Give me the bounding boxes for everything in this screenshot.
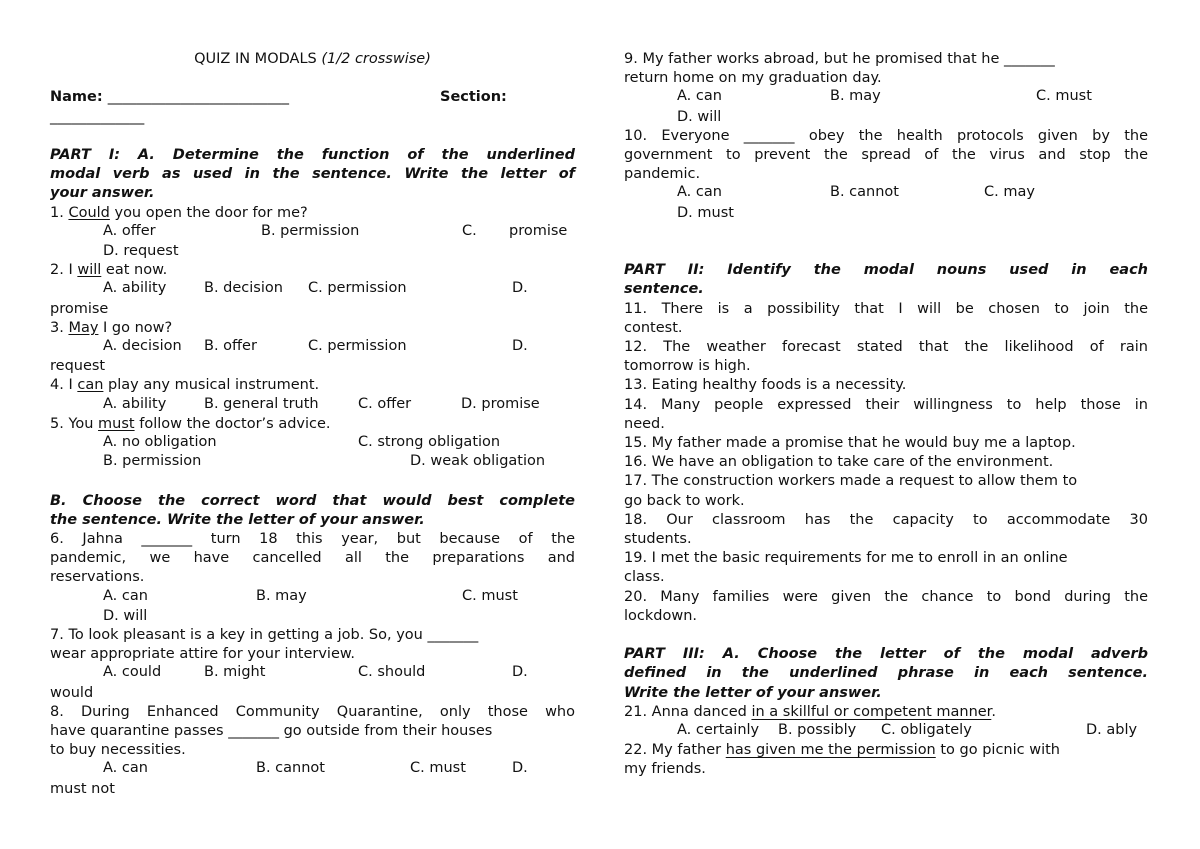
- option-c: C. permission: [308, 280, 407, 297]
- question-21: 21. Anna danced in a skillful or competent manner.: [624, 703, 996, 720]
- option-d: D. will: [103, 607, 148, 624]
- option-a: A. can: [677, 184, 722, 201]
- option-a: A. could: [103, 664, 162, 681]
- option-b: B. permission: [103, 453, 202, 470]
- option-c-text: promise: [509, 222, 568, 239]
- part2-instruction-line2: sentence.: [624, 281, 704, 298]
- option-b: B. offer: [204, 337, 257, 354]
- question-2: 2. I will eat now.: [50, 262, 168, 279]
- question-22: 22. My father has given me the permission to go picnic with: [624, 742, 1060, 759]
- option-d-text: request: [50, 358, 106, 375]
- name-label: Name:: [50, 89, 108, 106]
- question-17-line2: go back to work.: [624, 492, 745, 509]
- question-6-line2: pandemic, we have cancelled all the preparations and: [50, 550, 575, 567]
- question-18-line1: 18. Our classroom has the capacity to accommodate 30: [624, 511, 1148, 528]
- option-b: B. decision: [204, 280, 283, 297]
- option-b: B. general truth: [204, 395, 319, 412]
- option-a: A. certainly: [677, 722, 760, 739]
- option-c: C. strong obligation: [358, 433, 501, 450]
- name-section-row: [50, 88, 575, 107]
- option-a: A. ability: [103, 395, 167, 412]
- question-14-line2: need.: [624, 415, 665, 432]
- option-d: D. request: [103, 242, 179, 259]
- option-c: C. offer: [358, 395, 412, 412]
- name-blank: _________________________: [107, 89, 289, 106]
- section-blank: _____________: [50, 108, 145, 125]
- left-column: [50, 50, 575, 799]
- q2-options: [50, 280, 575, 299]
- section-label: Section:: [440, 89, 507, 106]
- title-main: QUIZ IN MODALS: [194, 51, 317, 67]
- option-a: A. can: [103, 760, 148, 777]
- underlined-modal: will: [77, 262, 102, 279]
- option-b: B. cannot: [830, 184, 899, 201]
- q4-options: [50, 396, 575, 415]
- part1b-instruction-line1: B. Choose the correct word that would best complete: [50, 492, 575, 509]
- question-8-line2: have quarantine passes _______ go outside from their houses: [50, 722, 493, 739]
- q5-options-row2: [50, 453, 575, 472]
- question-14-line1: 14. Many people expressed their willingness to help those in: [624, 396, 1148, 413]
- question-20-line2: lockdown.: [624, 607, 698, 624]
- question-10-line1: 10. Everyone _______ obey the health protocols given by the: [624, 127, 1148, 144]
- question-4: 4. I can play any musical instrument.: [50, 377, 320, 394]
- underlined-phrase: has given me the permission: [725, 742, 936, 759]
- question-12-line2: tomorrow is high.: [624, 358, 751, 375]
- question-11-line1: 11. There is a possibility that I will be chosen to join the: [624, 300, 1148, 317]
- question-1: 1. Could you open the door for me?: [50, 204, 308, 221]
- q10-options: [624, 184, 1148, 203]
- part1a-instruction-line1: PART I: A. Determine the function of the underlined: [50, 146, 575, 163]
- part2-instruction-line1: PART II: Identify the modal nouns used in each: [624, 262, 1148, 279]
- question-10-line3: pandemic.: [624, 166, 701, 183]
- q21-options: [624, 722, 1148, 741]
- underlined-phrase: in a skillful or competent manner: [751, 703, 992, 720]
- q3-options: [50, 338, 575, 357]
- question-20-line1: 20. Many families were given the chance to bond during the: [624, 588, 1148, 605]
- option-b: B. may: [256, 587, 307, 604]
- part1a-instruction-line2: modal verb as used in the sentence. Write the letter of: [50, 166, 575, 183]
- question-13: 13. Eating healthy foods is a necessity.: [624, 377, 907, 394]
- option-d: D. will: [677, 108, 722, 125]
- option-d: D.: [512, 280, 528, 297]
- option-b: B. might: [204, 664, 266, 681]
- option-c: C. obligately: [881, 722, 972, 739]
- option-b: B. cannot: [256, 760, 325, 777]
- option-d-text: would: [50, 684, 94, 701]
- question-18-line2: students.: [624, 531, 692, 548]
- q7-options: [50, 664, 575, 683]
- option-b: B. permission: [261, 222, 360, 239]
- part3-instruction-line2: defined in the underlined phrase in each sentence.: [624, 665, 1148, 682]
- question-22-line2: my friends.: [624, 761, 706, 778]
- question-8-line3: to buy necessities.: [50, 742, 186, 759]
- question-6-line1: 6. Jahna _______ turn 18 this year, but because of the: [50, 530, 575, 547]
- option-a: A. can: [677, 88, 722, 105]
- question-11-line2: contest.: [624, 319, 683, 336]
- option-d: D. weak obligation: [410, 453, 546, 470]
- part3-instruction-line1: PART III: A. Choose the letter of the modal adverb: [624, 646, 1148, 663]
- option-c: C.: [462, 222, 477, 239]
- question-7-line2: wear appropriate attire for your interview.: [50, 646, 356, 663]
- option-c: C. must: [410, 760, 466, 777]
- q8-options: [50, 760, 575, 779]
- underlined-modal: can: [77, 377, 104, 394]
- question-6-line3: reservations.: [50, 569, 145, 586]
- option-d: D.: [512, 664, 528, 681]
- option-a: A. ability: [103, 280, 167, 297]
- question-3: 3. May I go now?: [50, 319, 173, 336]
- quiz-title: [50, 50, 575, 69]
- option-d: D.: [512, 760, 528, 777]
- question-17-line1: 17. The construction workers made a request to allow them to: [624, 473, 1078, 490]
- option-b: B. may: [830, 88, 881, 105]
- question-10-line2: government to prevent the spread of the virus and stop the: [624, 147, 1148, 163]
- option-c: C. should: [358, 664, 426, 681]
- option-d-text: must not: [50, 780, 115, 797]
- underlined-modal: must: [98, 415, 135, 432]
- question-9-line1: 9. My father works abroad, but he promised that he _______: [624, 51, 1055, 67]
- question-8-line1: 8. During Enhanced Community Quarantine, only those who: [50, 703, 575, 720]
- option-c: C. must: [1036, 88, 1092, 105]
- option-d: D. promise: [461, 395, 540, 412]
- option-a: A. offer: [103, 222, 156, 239]
- q9-options: [624, 88, 1148, 107]
- title-sub: (1/2 crosswise): [321, 51, 431, 67]
- option-a: A. can: [103, 587, 148, 604]
- right-column: [624, 50, 1148, 780]
- option-d: D. must: [677, 204, 734, 221]
- q6-options: [50, 588, 575, 607]
- question-19-line2: class.: [624, 569, 665, 586]
- option-c: C. must: [462, 587, 518, 604]
- option-a: A. no obligation: [103, 433, 217, 450]
- q5-options-row1: [50, 434, 575, 453]
- option-b: B. possibly: [778, 722, 857, 739]
- question-15: 15. My father made a promise that he would buy me a laptop.: [624, 435, 1076, 451]
- option-a: A. decision: [103, 337, 182, 354]
- part1a-instruction-line3: your answer.: [50, 185, 155, 202]
- question-12-line1: 12. The weather forecast stated that the likelihood of rain: [624, 338, 1148, 355]
- question-16: 16. We have an obligation to take care of the environment.: [624, 454, 1054, 471]
- part3-instruction-line3: Write the letter of your answer.: [624, 684, 882, 701]
- question-7-line1: 7. To look pleasant is a key in getting a job. So, you _______: [50, 626, 479, 643]
- option-d: D. ably: [1086, 722, 1138, 739]
- option-d: D.: [512, 337, 528, 354]
- part1b-instruction-line2: the sentence. Write the letter of your answer.: [50, 511, 425, 528]
- option-c: C. may: [984, 184, 1035, 201]
- option-d-text: promise: [50, 300, 109, 317]
- q1-options: [50, 223, 575, 242]
- question-19-line1: 19. I met the basic requirements for me to enroll in an online: [624, 550, 1068, 567]
- question-9-line2: return home on my graduation day.: [624, 70, 882, 87]
- question-5: 5. You must follow the doctor’s advice.: [50, 415, 331, 432]
- option-c: C. permission: [308, 337, 407, 354]
- underlined-modal: Could: [68, 204, 110, 221]
- underlined-modal: May: [68, 319, 99, 336]
